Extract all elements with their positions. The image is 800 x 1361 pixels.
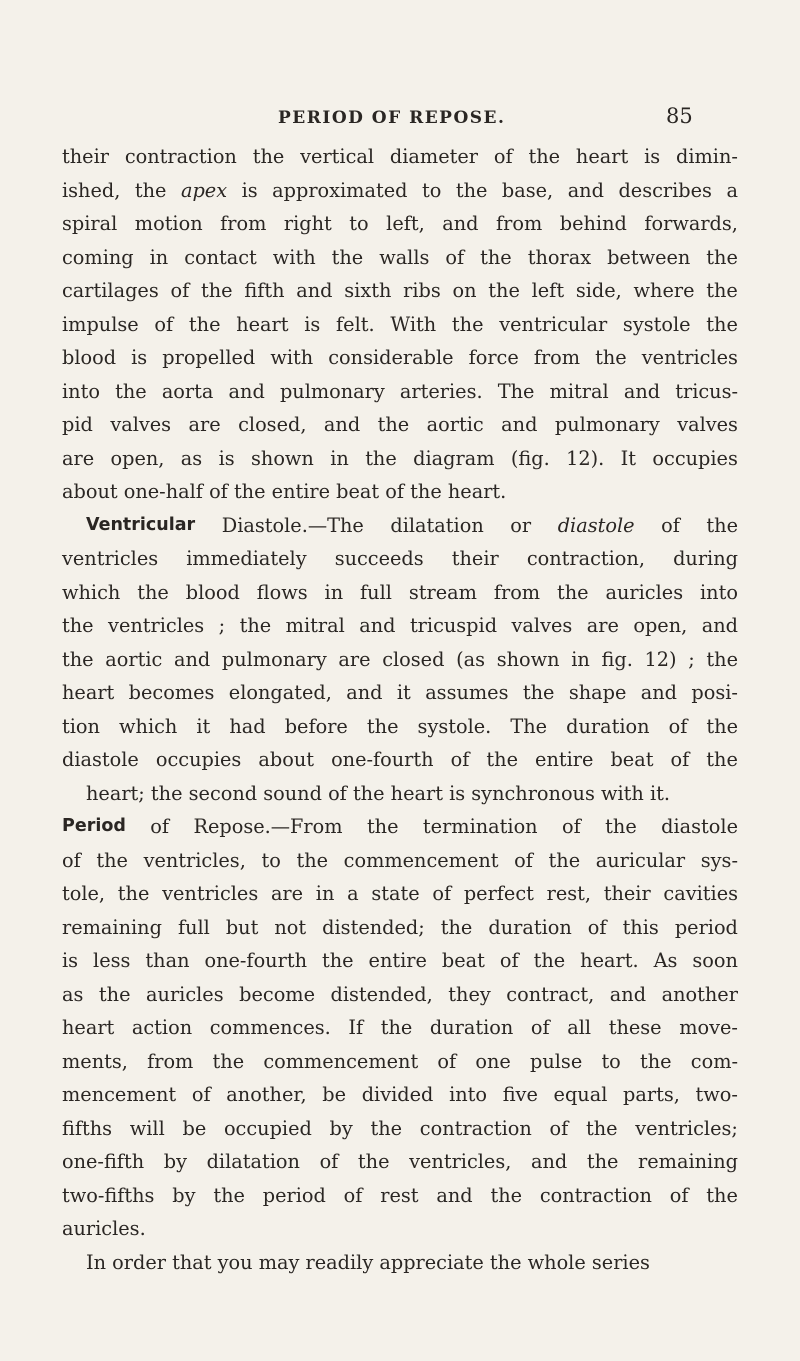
text-line: ventricles immediately succeeds their contraction, during	[62, 547, 738, 570]
text-line: Period of Repose.—From the termination of the diastole	[62, 815, 738, 838]
text-line: two-fifths by the period of rest and the contraction of the	[62, 1183, 738, 1207]
text-line: blood is propelled with considerable force from the ventricles	[62, 346, 738, 369]
text-line: is less than one-fourth the entire beat of the heart. As soon	[62, 949, 738, 972]
text-line: pid valves are closed, and the aortic and pulmonary valves	[62, 413, 738, 436]
text-line: heart becomes elongated, and it assumes the shape and posi-	[62, 681, 738, 704]
text-line: cartilages of the fifth and sixth ribs on the left side, where the	[62, 279, 738, 302]
body-text	[62, 140, 738, 1279]
text-line: heart action commences. If the duration of all these move-	[62, 1016, 738, 1039]
text-line: are open, as is shown in the diagram (fig. 12). It occupies	[62, 446, 738, 470]
text-line: of the ventricles, to the commencement of the auricular sys-	[62, 848, 738, 872]
text-line: remaining full but not distended; the duration of this period	[62, 915, 738, 939]
text-line: about one-half of the entire beat of the heart.	[62, 480, 507, 503]
text-line: spiral motion from right to left, and from behind forwards,	[62, 212, 738, 235]
text-line: ished, the apex is approximated to the base, and describes a	[62, 178, 738, 202]
text-line: the aortic and pulmonary are closed (as shown in fig. 12) ; the	[62, 647, 738, 671]
text-line: as the auricles become distended, they contract, and another	[62, 982, 738, 1006]
text-line: mencement of another, be divided into five equal parts, two-	[62, 1083, 738, 1106]
text-line: auricles.	[62, 1217, 146, 1240]
text-line: the ventricles ; the mitral and tricuspid valves are open, and	[62, 614, 738, 637]
text-line: which the blood flows in full stream from the auricles into	[62, 580, 738, 604]
text-line: tole, the ventricles are in a state of perfect rest, their cavities	[62, 882, 738, 905]
text-line: heart; the second sound of the heart is synchronous with it.	[86, 781, 671, 805]
page-number: 85	[666, 104, 693, 128]
text-line: fifths will be occupied by the contraction of the ventricles;	[62, 1116, 738, 1140]
page-header	[0, 104, 800, 138]
text-line: one-fifth by dilatation of the ventricles, and the remaining	[62, 1150, 738, 1173]
text-line: diastole occupies about one-fourth of the entire beat of the	[62, 748, 738, 771]
text-line: their contraction the vertical diameter of the heart is dimin-	[62, 145, 738, 168]
text-line: ments, from the commencement of one pulse to the com-	[62, 1049, 738, 1073]
running-title: PERIOD OF REPOSE.	[278, 108, 506, 128]
text-line: into the aorta and pulmonary arteries. The mitral and tricus-	[62, 379, 738, 403]
text-line: coming in contact with the walls of the thorax between the	[62, 245, 738, 269]
text-line: In order that you may readily appreciate the whole series	[86, 1250, 650, 1274]
text-line: Ventricular Diastole.—The dilatation or diastole of the	[86, 513, 738, 537]
text-line: impulse of the heart is felt. With the ventricular systole the	[62, 312, 738, 336]
text-line: tion which it had before the systole. The duration of the	[62, 714, 738, 738]
